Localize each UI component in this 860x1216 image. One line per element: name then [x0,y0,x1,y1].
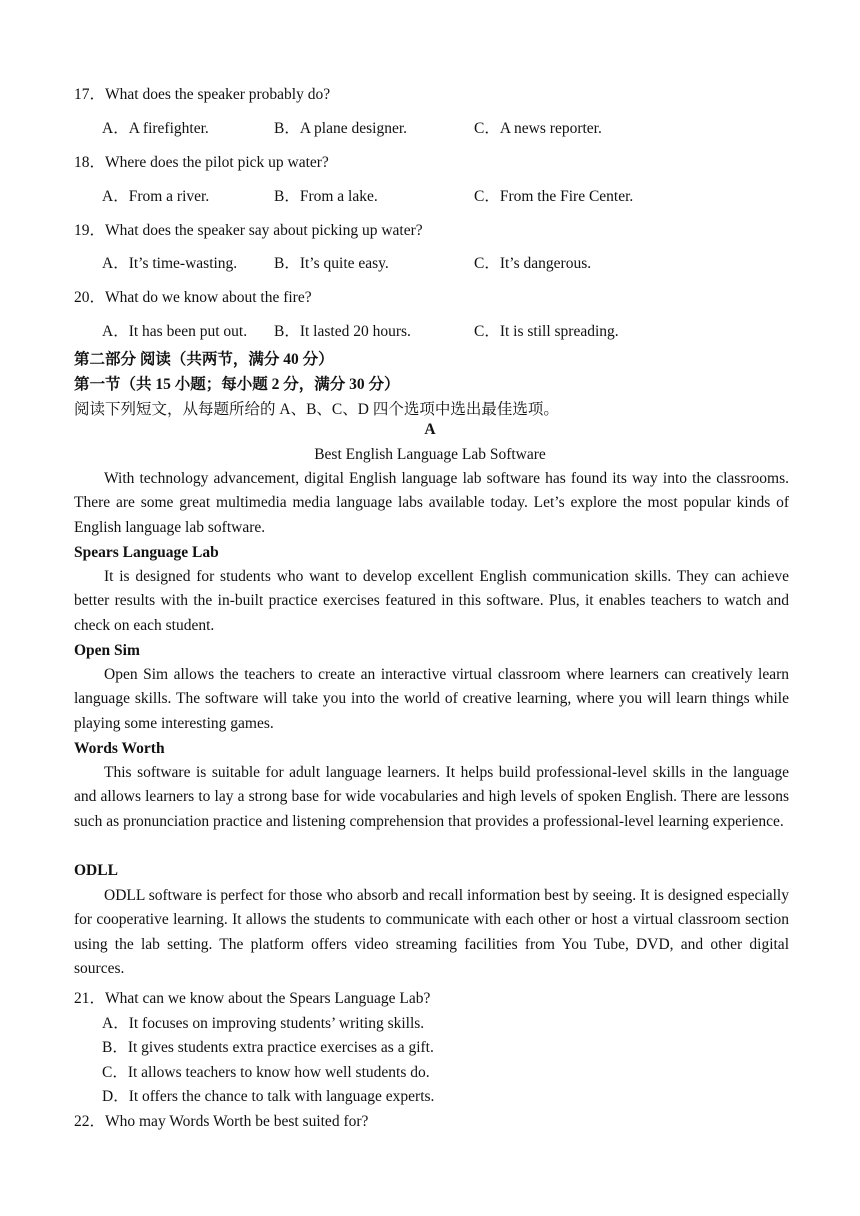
part-two-title: 第二部分 阅读（共两节，满分 40 分） [74,351,334,368]
question-19-option-c: C．It’s dangerous. [474,255,592,272]
paragraph-spears-language-lab: It is designed for students who want to develop excellent English communication skills. They can achieve better results with the in-built practice exercises featured in this software. Plus, it enables teachers to watch and check on each student. [74,568,789,634]
question-20-option-b: B．It lasted 20 hours. [274,323,411,340]
question-19-option-b: B．It’s quite easy. [274,255,389,272]
paragraph-open-sim: Open Sim allows the teachers to create an interactive virtual classroom where learners can creatively learn language skills. The software will take you into the world of creative learning, where you will learn things while playing some interesting games. [74,666,789,732]
reading-instruction: 阅读下列短文，从每题所给的 A、B、C、D 四个选项中选出最佳选项。 [74,401,559,418]
question-20-stem: 20．What do we know about the fire? [74,289,312,306]
question-18-option-a: A．From a river. [102,188,210,205]
heading-odll: ODLL [74,862,118,879]
question-17-option-a: A．A firefighter. [102,120,209,137]
question-18-option-b: B．From a lake. [274,188,378,205]
passage-letter: A [424,421,436,438]
question-20-option-a: A．It has been put out. [102,323,248,340]
heading-words-worth: Words Worth [74,740,165,757]
passage-intro: With technology advancement, digital English language lab software has found its way into the classrooms. There are some great multimedia media language labs available today. Let’s explore the most popular kinds of English language lab software. [74,470,789,536]
question-19-option-a: A．It’s time-wasting. [102,255,238,272]
paragraph-odll: ODLL software is perfect for those who absorb and recall information best by seeing. It is designed especially for cooperative learning. It allows the students to communicate with each other or host a virtual classroom section using the lab setting. The platform offers video streaming facilities from You Tube, DVD, and other digital sources. [74,887,789,978]
question-19-stem: 19．What does the speaker say about picking up water? [74,222,423,239]
question-17-stem: 17．What does the speaker probably do? [74,86,331,103]
question-18-stem: 18．Where does the pilot pick up water? [74,154,329,171]
question-21-option-d: D．It offers the chance to talk with language experts. [102,1088,435,1105]
question-18-option-c: C．From the Fire Center. [474,188,634,205]
question-21-option-b: B．It gives students extra practice exercises as a gift. [102,1039,434,1056]
question-21-option-a: A．It focuses on improving students’ writing skills. [102,1015,425,1032]
question-20-option-c: C．It is still spreading. [474,323,619,340]
passage-title: Best English Language Lab Software [314,446,546,463]
section-one-title: 第一节（共 15 小题；每小题 2 分，满分 30 分） [74,376,400,393]
heading-spears-language-lab: Spears Language Lab [74,544,219,561]
question-17-option-c: C．A news reporter. [474,120,602,137]
question-17-option-b: B．A plane designer. [274,120,408,137]
question-21-stem: 21．What can we know about the Spears Language Lab? [74,990,431,1007]
question-22-stem: 22．Who may Words Worth be best suited for? [74,1113,369,1130]
heading-open-sim: Open Sim [74,642,140,659]
question-21-option-c: C．It allows teachers to know how well students do. [102,1064,430,1081]
paragraph-words-worth: This software is suitable for adult language learners. It helps build professional-level skills in the language and allows learners to lay a strong base for wide vocabularies and high levels of spoken English. There are lessons such as pronunciation practice and listening comprehension that provides a professional-level learning experience. [74,764,789,830]
